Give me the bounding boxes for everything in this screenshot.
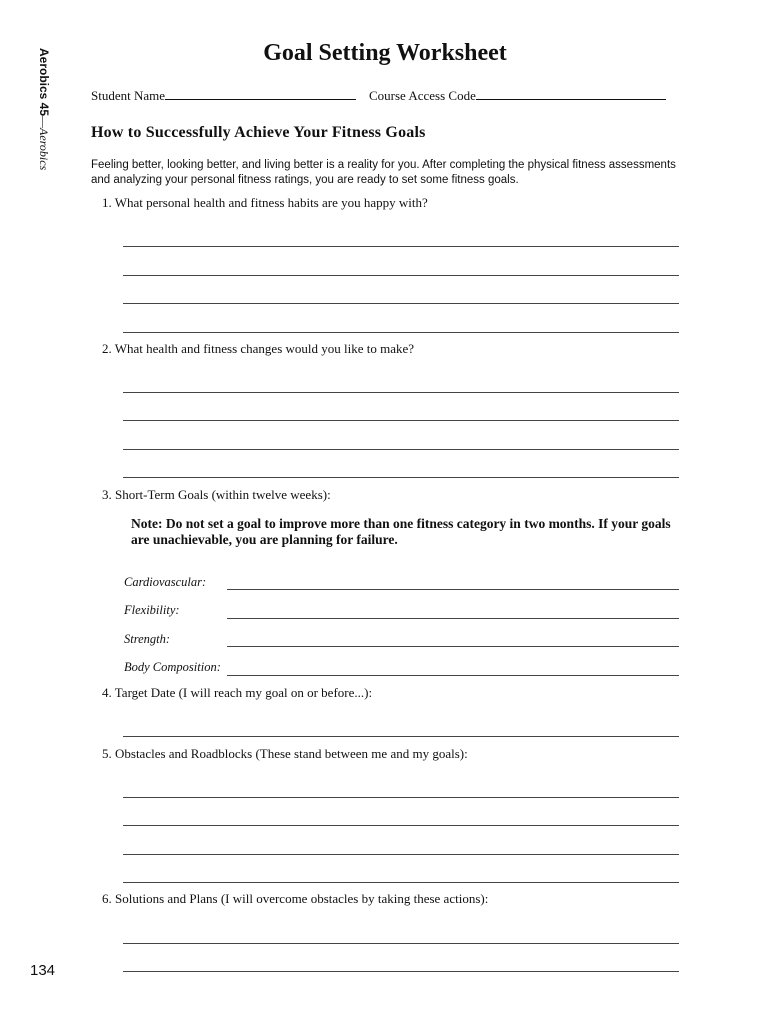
category-body-composition-line[interactable]	[227, 675, 679, 676]
answer-line[interactable]	[123, 392, 679, 393]
category-cardiovascular-line[interactable]	[227, 589, 679, 590]
category-cardiovascular-label: Cardiovascular:	[124, 575, 207, 589]
answer-line[interactable]	[123, 332, 679, 333]
answer-line[interactable]	[123, 449, 679, 450]
question-4: 4. Target Date (I will reach my goal on or before...):	[102, 685, 373, 700]
answer-line[interactable]	[123, 971, 679, 972]
answer-line[interactable]	[123, 477, 679, 478]
answer-line[interactable]	[123, 943, 679, 944]
side-label-italic: Aerobics	[37, 128, 51, 171]
answer-line[interactable]	[123, 825, 679, 826]
course-access-code-line[interactable]	[476, 88, 666, 100]
question-2: 2. What health and fitness changes would you like to make?	[102, 341, 415, 356]
page-title: Goal Setting Worksheet	[263, 40, 507, 66]
category-flexibility-label: Flexibility:	[124, 603, 180, 617]
answer-line[interactable]	[123, 303, 679, 304]
question-5: 5. Obstacles and Roadblocks (These stand between me and my goals):	[102, 746, 468, 761]
answer-line[interactable]	[123, 882, 679, 883]
category-strength-label: Strength:	[124, 632, 171, 646]
answer-line[interactable]	[123, 854, 679, 855]
answer-line[interactable]	[123, 797, 679, 798]
question-6: 6. Solutions and Plans (I will overcome obstacles by taking these actions):	[102, 891, 489, 906]
question-1: 1. What personal health and fitness habits are you happy with?	[102, 195, 428, 210]
answer-line[interactable]	[123, 736, 679, 737]
intro-paragraph: Feeling better, looking better, and living better is a reality for you. After completing the physical fitness assessments and analyzing your personal fitness ratings, you are ready to set some fitness goals.	[91, 159, 676, 186]
question-3: 3. Short-Term Goals (within twelve weeks):	[102, 487, 331, 502]
side-label-dash: —	[37, 116, 51, 129]
answer-line[interactable]	[123, 275, 679, 276]
page-number: 134	[30, 962, 56, 979]
answer-line[interactable]	[123, 420, 679, 421]
section-heading: How to Successfully Achieve Your Fitness Goals	[91, 124, 426, 141]
answer-line[interactable]	[123, 246, 679, 247]
student-name-label: Student Name	[91, 88, 166, 103]
student-name-field[interactable]	[91, 88, 356, 104]
category-body-composition-label: Body Composition:	[124, 660, 221, 674]
category-flexibility-line[interactable]	[227, 618, 679, 619]
category-strength-line[interactable]	[227, 646, 679, 647]
course-access-code-field[interactable]	[369, 88, 666, 104]
course-access-code-label: Course Access Code	[369, 88, 476, 103]
student-name-line[interactable]	[165, 88, 356, 100]
note-warning: Note: Do not set a goal to improve more than one fitness category in two months. If your goals are unachievable, you are planning for failure.	[131, 516, 671, 547]
side-label-bold: Aerobics 45	[37, 48, 51, 117]
